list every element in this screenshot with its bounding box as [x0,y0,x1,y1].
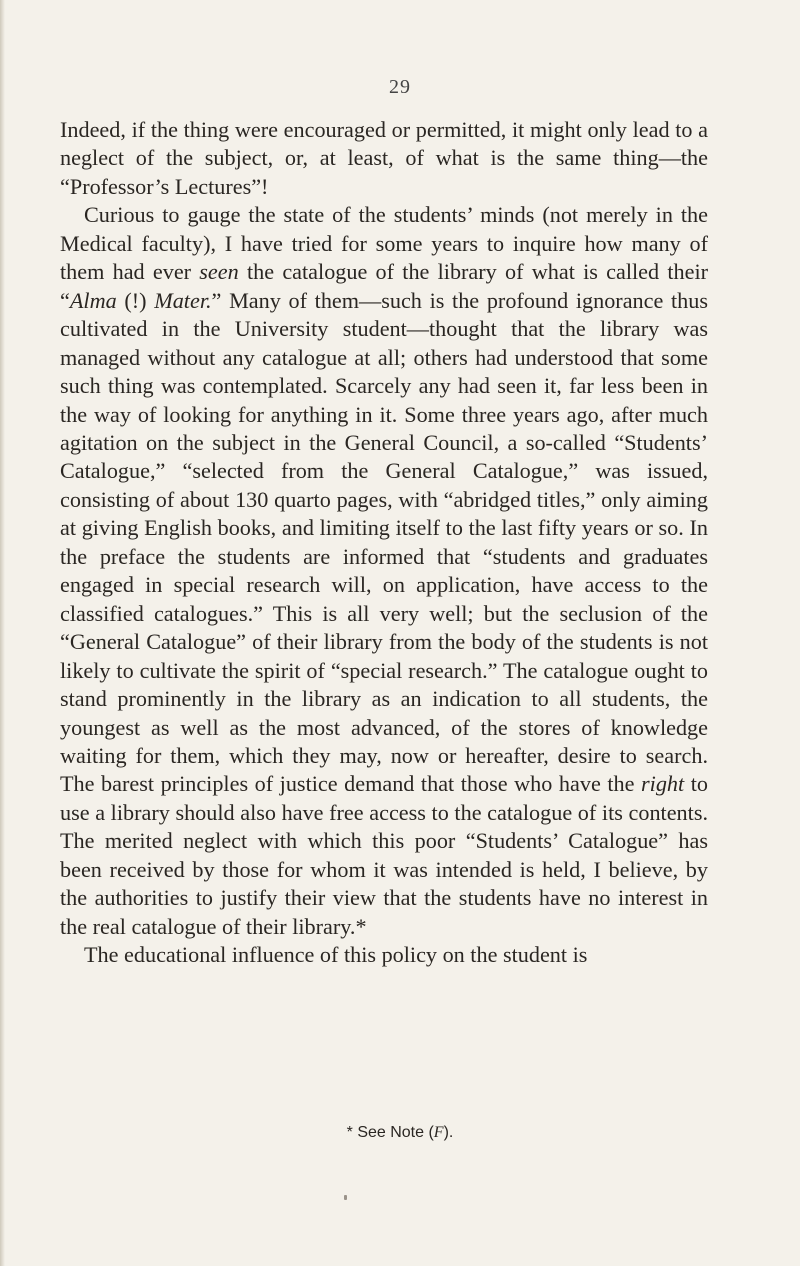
emphasis-mater: Mater. [154,287,212,313]
ink-speck [344,1195,347,1200]
paragraph-catalogue-inquiry [60,201,708,941]
text-run: Indeed, if the thing were encouraged or permitted, it might only lead to a neglect of the subject, or, at least, of what is the same thing—the “Professor’s Lectures”! [60,117,708,199]
footnote-prefix: * See Note ( [346,1124,434,1141]
emphasis-seen: seen [199,259,239,285]
page-number: 29 [389,76,411,98]
footnote-suffix: ). [443,1124,454,1141]
text-run: the catalogue of the library of what is called their “ [60,259,708,313]
text-run: Curious to gauge the state of the students’ minds (not merely in the Medical faculty), I have tried for some years to inquire how many of them had ever [60,202,708,285]
text-run: to use a library should also have free access to the catalogue of its contents. The merited neglect with which this poor “Students’ Catalogue” has been received by those for whom it was intended is held, I believe, by the authorities to justify their view that the students have no interest in the real catalogue of their library.* [60,771,709,939]
text-run: The educational influence of this policy on the student is [84,942,588,968]
paragraph-educational-influence [60,941,708,969]
paragraph-continuation [60,116,708,201]
text-run: (!) [116,287,155,313]
emphasis-alma: Alma [69,287,117,313]
footnote-ref: F [433,1124,444,1141]
text-run: ” Many of them—such is the profound ignorance thus cultivated in the University student—thought that the library was managed without any catalogue at all; others had understood that some such thing was contemplated. Scarcely any had seen it, far less been in the way of looking for anything in it. Some three years ago, after much agitation on the subject in the General Council, a so-called “Students’ Catalogue,” “selected from the General Catalogue,” was issued, consisting of about 130 quarto pages, with “abridged titles,” only aiming at giving English books, and limiting itself to the last fifty years or so. In the preface the students are informed that “students and graduates engaged in special research will, on application, have access to the classified catalogues.” This is all very well; but the seclusion of the “General Catalogue” of their library from the body of the students is not likely to cultivate the spirit of “special research.” The catalogue ought to stand prominently in the library as an indication to all students, the youngest as well as the most advanced, of the stores of knowledge waiting for them, which they may, now or hereafter, desire to search. The barest principles of justice demand that those who have the [60,287,708,797]
footnote [0,1124,800,1142]
body-text [60,116,708,970]
emphasis-right: right [641,771,685,797]
page-edge-shadow [0,0,5,1266]
